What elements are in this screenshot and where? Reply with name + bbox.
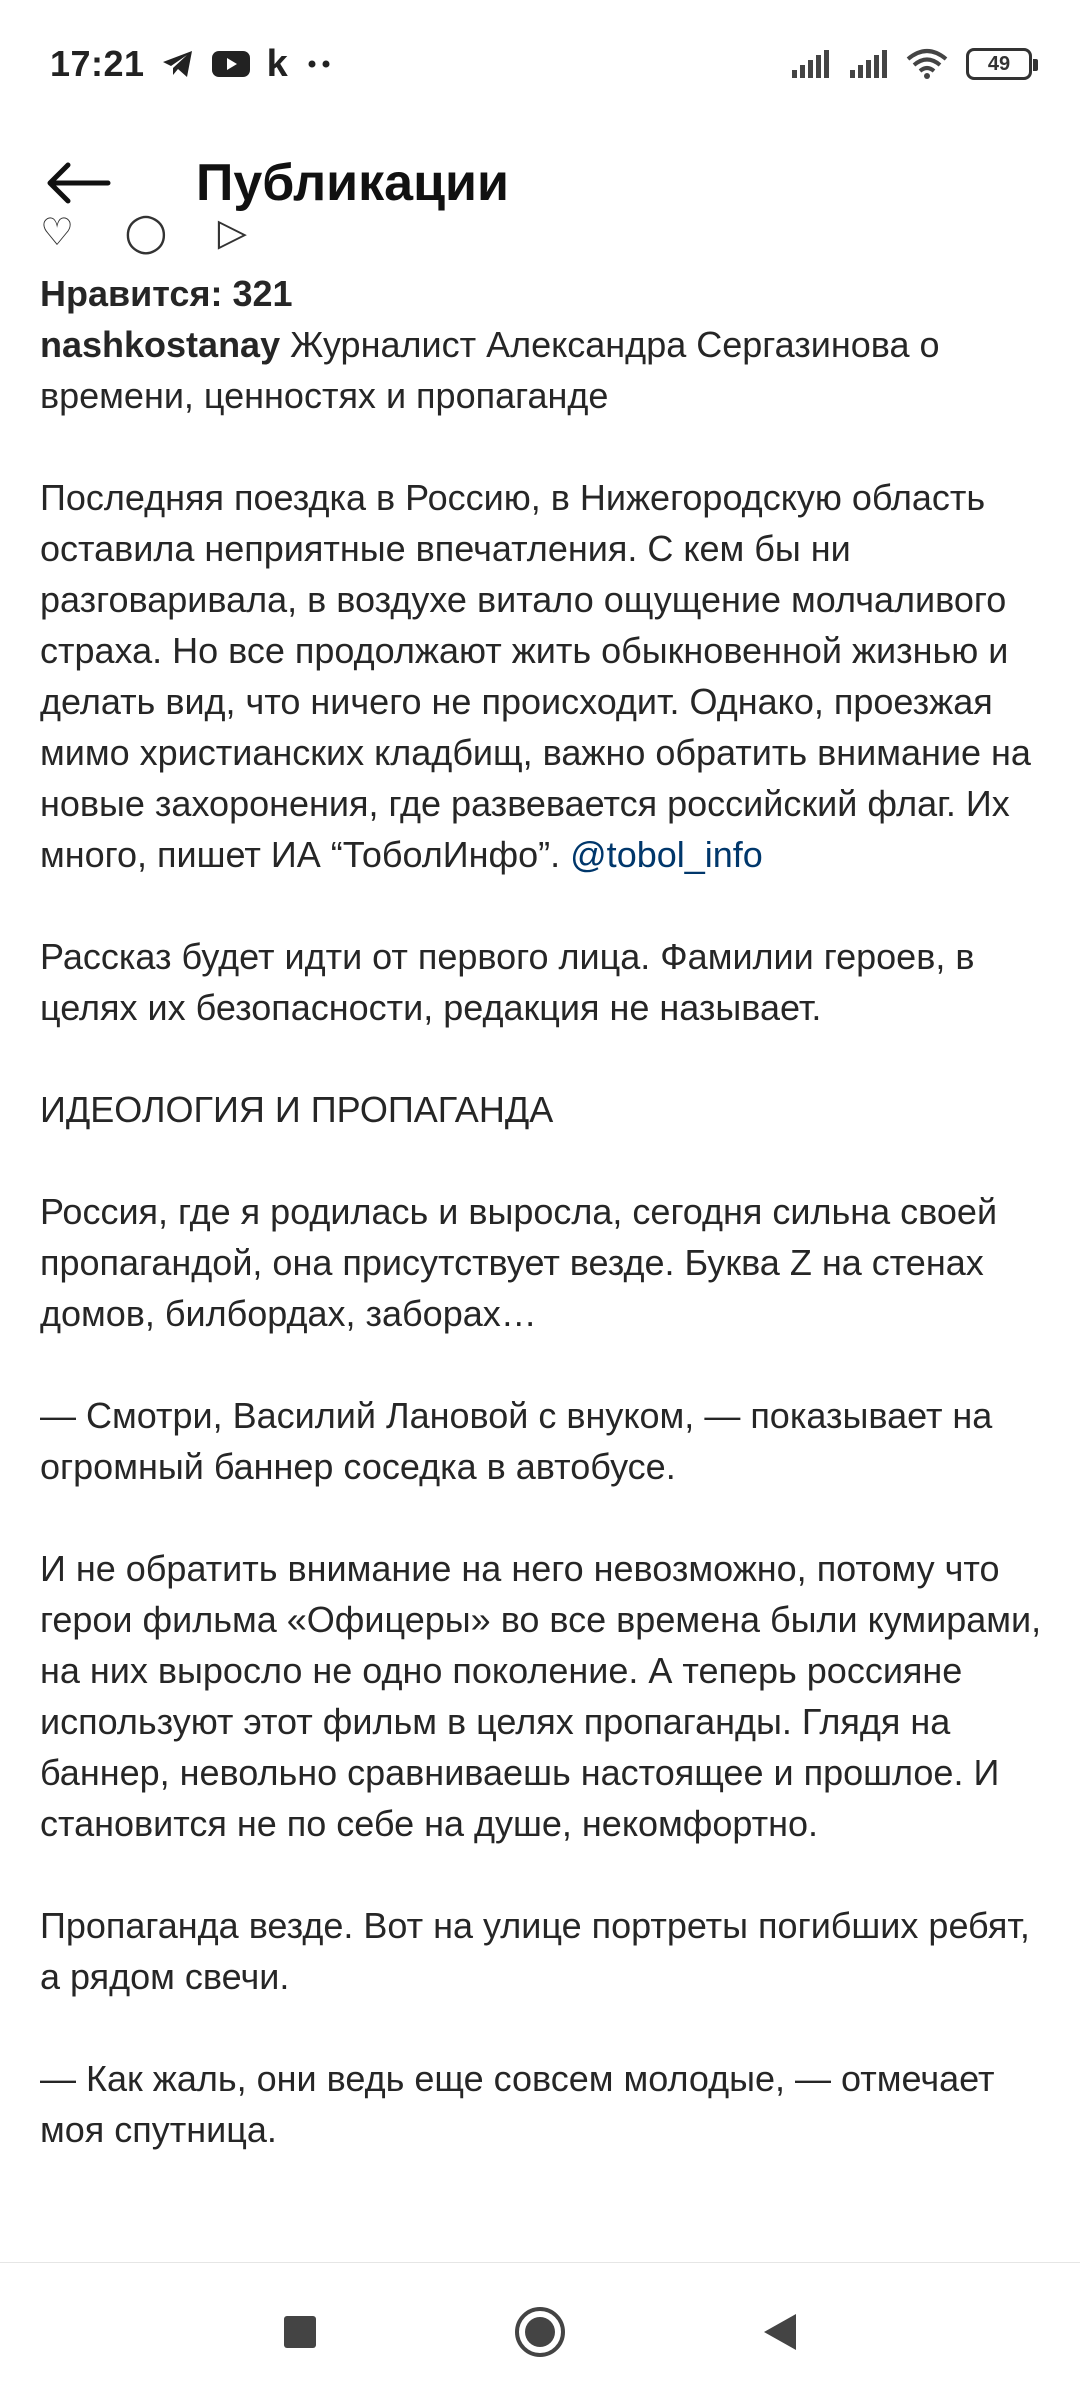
mention-link[interactable]: @tobol_info bbox=[570, 834, 763, 875]
home-circle-icon bbox=[512, 2304, 568, 2360]
home-button[interactable] bbox=[500, 2292, 580, 2372]
nav-back-button[interactable] bbox=[740, 2292, 820, 2372]
caption-paragraph: Рассказ будет идти от первого лица. Фамилии героев, в целях их безопасности, редакция не называет. bbox=[40, 936, 975, 1028]
recents-button[interactable] bbox=[260, 2292, 340, 2372]
signal-sim2-icon bbox=[848, 50, 888, 78]
caption-paragraph: Россия, где я родилась и выросла, сегодня сильна своей пропагандой, она присутствует везде. Буква Z на стенах домов, билбордах, заборах… bbox=[40, 1191, 998, 1334]
caption-head bbox=[40, 319, 1050, 421]
battery-level: 49 bbox=[987, 52, 1011, 75]
status-bar bbox=[0, 0, 1080, 128]
likes-count[interactable]: Нравится: 321 bbox=[40, 273, 293, 314]
youtube-icon bbox=[211, 49, 251, 79]
post-content bbox=[40, 212, 1050, 2262]
telegram-icon bbox=[161, 49, 195, 79]
caption-paragraph: И не обратить внимание на него невозможно, потому что герои фильма «Офицеры» во все времена были кумирами, на них выросло не одно поколение. А теперь россияне используют этот фильм в целях пропаганды. Глядя на баннер, невольно сравниваешь настоящее и прошлое. И становится не по себе на душе, некомфортно. bbox=[40, 1548, 1042, 1844]
recents-square-icon bbox=[280, 2312, 320, 2352]
back-triangle-icon bbox=[760, 2310, 800, 2354]
wifi-icon bbox=[906, 49, 948, 79]
more-dots-icon bbox=[304, 59, 334, 69]
caption-section-heading: ИДЕОЛОГИЯ И ПРОПАГАНДА bbox=[40, 1089, 554, 1130]
signal-sim1-icon bbox=[790, 50, 830, 78]
battery-icon bbox=[966, 48, 1032, 80]
paragraph-text: Последняя поездка в Россию, в Нижегородскую область оставила неприятные впечатления. С кем бы ни разговаривала, в воздухе витало ощущение молчаливого страха. Но все продолжают жить обыкновенной жизнью и делать вид, что ничего не происходит. Однако, проезжая мимо христианских кладбищ, важно обратить внимание на новые захоронения, где развевается российский флаг. Их много, пишет ИА “ТоболИнфо”. bbox=[40, 477, 1031, 875]
caption-paragraph: Пропаганда везде. Вот на улице портреты погибших ребят, а рядом свечи. bbox=[40, 1905, 1030, 1997]
page-title: Публикации bbox=[196, 154, 509, 212]
caption-username[interactable]: nashkostanay bbox=[40, 324, 281, 365]
caption-headline: Журналист Александра Сергазинова о времени, ценностях и пропаганде bbox=[40, 324, 940, 416]
caption-paragraph: — Как жаль, они ведь еще совсем молодые, — отмечает моя спутница. bbox=[40, 2058, 995, 2150]
clipped-action-icons: ♡ ◯ ▷ bbox=[40, 212, 267, 254]
status-right bbox=[790, 48, 1032, 80]
status-time: 17:21 bbox=[50, 43, 145, 84]
system-nav-bar bbox=[0, 2262, 1080, 2400]
k-app-icon: k bbox=[266, 42, 288, 85]
arrow-left-icon bbox=[44, 161, 112, 205]
status-left bbox=[50, 43, 334, 86]
caption-paragraph bbox=[40, 472, 1050, 880]
caption-paragraph: — Смотри, Василий Лановой с внуком, — показывает на огромный баннер соседка в автобусе. bbox=[40, 1395, 993, 1487]
